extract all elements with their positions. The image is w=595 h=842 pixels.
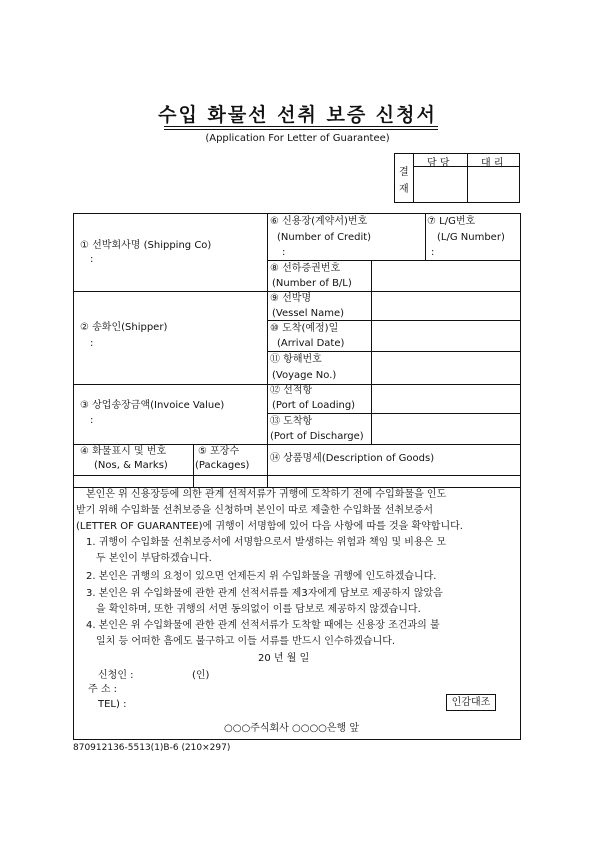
title-underline xyxy=(164,126,438,127)
approval-side-label-1: 결 xyxy=(399,167,409,178)
pledge-item-1a: 1. 귀행이 수입화물 선취보증서에 서명함으로서 발생하는 위험과 책임 및 비용은 모 xyxy=(86,537,447,548)
field-invoice-value-colon: : xyxy=(90,415,94,426)
pledge-line-3: (LETTER OF GUARANTEE)에 귀행이 서명함에 있어 다음 사항에 따를 것을 확약합니다. xyxy=(76,521,463,532)
field-credit-no-colon: : xyxy=(282,247,286,258)
field-shipping-co-label: ① 선박회사명 (Shipping Co) xyxy=(80,240,212,251)
field-loading-port-label: ⑫ 선적항 xyxy=(270,385,313,396)
field-arrival-label-en: (Arrival Date) xyxy=(277,338,345,349)
tel-label: TEL) : xyxy=(98,699,127,710)
field-bl-no-label: ⑧ 선하증권번호 xyxy=(270,263,341,274)
field-credit-no-label-en: (Number of Credit) xyxy=(277,232,372,243)
approval-col-2: 대 리 xyxy=(481,158,504,169)
applicant-label: 신청인 : xyxy=(98,670,134,681)
page-subtitle: (Application For Letter of Guarantee) xyxy=(205,133,390,144)
field-vessel-label: ⑨ 선박명 xyxy=(270,293,312,304)
form-code: 870912136-5513(1)B-6 (210×297) xyxy=(73,743,231,753)
field-packages-label: ⑤ 포장수 xyxy=(198,446,240,457)
field-goods-description-label: ⑭ 상품명세(Description of Goods) xyxy=(270,453,435,464)
approval-col-1: 담 당 xyxy=(427,158,450,169)
pledge-item-3a: 3. 본인은 위 수입화물에 관한 관계 선적서류를 제3자에게 담보로 제공하지 않았음 xyxy=(86,588,443,599)
pledge-item-2: 2. 본인은 귀행의 요청이 있으면 언제든지 위 수입화물을 귀행에 인도하겠습니다. xyxy=(86,571,437,582)
seal-check-box: 인감대조 xyxy=(446,694,496,711)
pledge-item-4a: 4. 본인은 위 수입화물에 관한 관계 선적서류가 도착할 때에는 신용장 조건과의 불 xyxy=(86,620,440,631)
title-underline-2 xyxy=(164,129,438,130)
field-marks-label: ④ 화물표시 및 번호 xyxy=(80,446,167,457)
field-shipping-co-colon: : xyxy=(90,254,94,265)
pledge-item-1b: 두 본인이 부담하겠습니다. xyxy=(96,553,212,564)
approval-box xyxy=(394,153,520,203)
page-title: 수입 화물선 선취 보증 신청서 xyxy=(158,104,437,126)
approval-side-label-2: 재 xyxy=(399,184,409,195)
field-voyage-label-en: (Voyage No.) xyxy=(272,370,337,381)
field-voyage-label: ⑪ 항해번호 xyxy=(270,354,322,365)
pledge-date: 20 년 월 일 xyxy=(258,653,310,664)
seal-label: (인) xyxy=(192,670,210,681)
field-lg-no-label: ⑦ L/G번호 xyxy=(427,216,476,227)
field-shipper-label: ② 송화인(Shipper) xyxy=(80,322,168,333)
pledge-line-1: 본인은 위 신용장등에 의한 관계 선적서류가 귀행에 도착하기 전에 수입화물을 인도 xyxy=(86,489,447,500)
application-form xyxy=(73,213,521,740)
pledge-item-3b: 을 확인하며, 또한 귀행의 서면 동의없이 이를 담보로 제공하지 않겠습니다. xyxy=(96,604,421,615)
field-lg-no-colon: : xyxy=(431,247,435,258)
field-invoice-value-label: ③ 상업송장금액(Invoice Value) xyxy=(80,400,225,411)
pledge-line-2: 받기 위해 수입화물 선취보증을 신청하며 본인이 따로 제출한 수입화물 선취보증서 xyxy=(76,505,434,516)
field-loading-port-label-en: (Port of Loading) xyxy=(272,400,356,411)
address-label: 주 소 : xyxy=(88,684,118,695)
field-marks-label-en: (Nos, & Marks) xyxy=(94,460,168,471)
field-lg-no-label-en: (L/G Number) xyxy=(437,232,505,243)
field-packages-label-en: (Packages) xyxy=(195,460,250,471)
field-vessel-label-en: (Vessel Name) xyxy=(272,308,345,319)
field-shipper-colon: : xyxy=(90,338,94,349)
addressee: ○○○주식회사 ○○○○은행 앞 xyxy=(224,723,360,734)
pledge-item-4b: 일치 등 어떠한 흠에도 불구하고 이들 서류를 반드시 인수하겠습니다. xyxy=(96,636,396,647)
field-credit-no-label: ⑥ 신용장(계약서)번호 xyxy=(270,216,368,227)
field-discharge-port-label: ⑬ 도착항 xyxy=(270,416,313,427)
field-discharge-port-label-en: (Port of Discharge) xyxy=(270,431,364,442)
field-arrival-label: ⑩ 도착(예정)일 xyxy=(270,323,339,334)
field-bl-no-label-en: (Number of B/L) xyxy=(272,278,352,289)
